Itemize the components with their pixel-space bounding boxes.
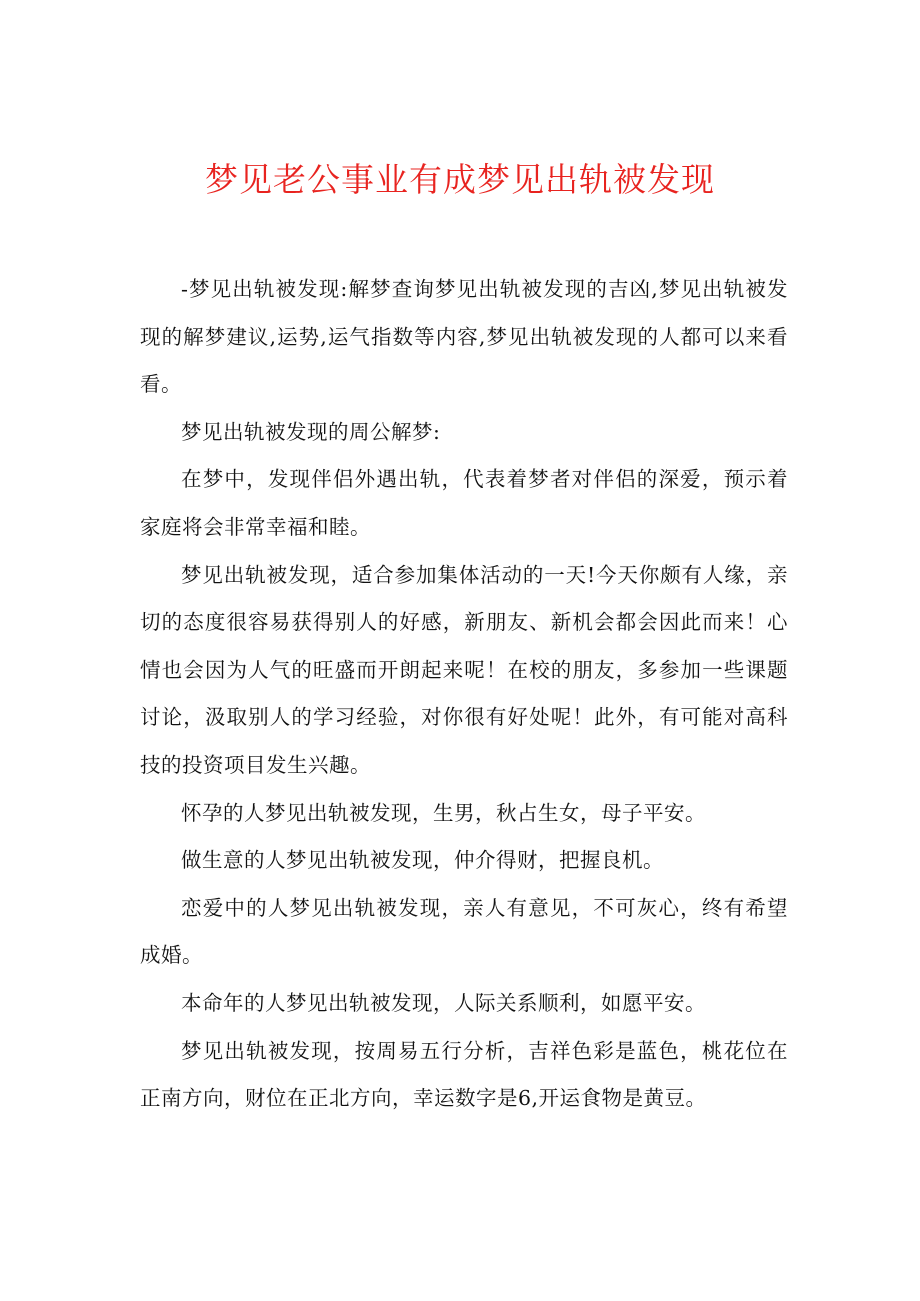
paragraph-business: 做生意的人梦见出轨被发现，仲介得财，把握良机。 [181, 848, 664, 873]
paragraph-zodiac-year: 本命年的人梦见出轨被发现，人际关系顺利，如愿平安。 [181, 990, 706, 1015]
paragraph-heading: 梦见出轨被发现的周公解梦: [181, 419, 441, 444]
document-body [140, 266, 788, 1123]
paragraph-pregnant: 怀孕的人梦见出轨被发现，生男，秋占生女，母子平安。 [181, 800, 706, 825]
paragraph-five-elements: 梦见出轨被发现，按周易五行分析，吉祥色彩是蓝色，桃花位在正南方向，财位在正北方向，幸运数字是6,开运食物是黄豆。 [140, 1038, 788, 1111]
paragraph-fortune: 梦见出轨被发现，适合参加集体活动的一天!今天你颇有人缘，亲切的态度很容易获得别人的好感，新朋友、新机会都会因此而来！心情也会因为人气的旺盛而开朗起来呢！在校的朋友，多参加一些课题讨论，汲取别人的学习经验，对你很有好处呢！此外，有可能对高科技的投资项目发生兴趣。 [140, 562, 788, 777]
paragraph-love: 恋爱中的人梦见出轨被发现，亲人有意见，不可灰心，终有希望成婚。 [140, 895, 788, 968]
document-title: 梦见老公事业有成梦见出轨被发现 [205, 160, 715, 199]
paragraph-dream-meaning: 在梦中，发现伴侣外遇出轨，代表着梦者对伴侣的深爱，预示着家庭将会非常幸福和睦。 [140, 467, 788, 539]
paragraph-intro: -梦见出轨被发现:解梦查询梦见出轨被发现的吉凶,梦见出轨被发现的解梦建议,运势,运气指数等内容,梦见出轨被发现的人都可以来看看。 [140, 277, 788, 397]
